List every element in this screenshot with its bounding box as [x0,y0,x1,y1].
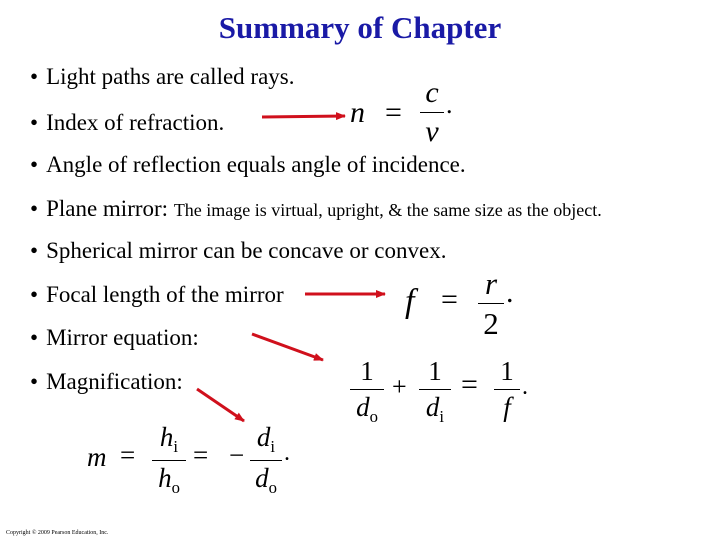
bullet-text: Magnification: [46,369,183,394]
refraction-equals: = [385,96,402,129]
fraction-denominator: v [425,115,439,148]
fraction-numerator: 1 [500,356,514,386]
copyright-notice: Copyright © 2009 Pearson Education, Inc. [6,530,109,536]
bullet-dot: • [30,64,39,89]
focal-lhs: f [405,283,415,320]
fraction-numerator: r [484,266,498,301]
bullet-dot: • [30,196,39,221]
bullet-text: Light paths are called rays. [46,64,295,89]
fraction-denominator: 2 [483,306,499,341]
refraction-lhs: n [350,96,365,129]
mirror-plus: + [392,372,407,401]
bullet-dot: • [30,325,39,350]
den-symbol: h [158,462,172,493]
page-title: Summary of Chapter [218,10,502,45]
den-subscript: o [369,406,378,426]
bullet-text: Angle of reflection equals angle of incidence. [46,152,466,177]
focal-equals: = [441,283,458,316]
bullet-dot: • [30,369,39,394]
fraction-numerator: 1 [360,356,374,386]
num-subscript: i [173,436,179,456]
bullet-text: Index of refraction. [46,110,225,135]
refraction-period: . [446,90,453,119]
magnification-equals-2: = [193,440,209,470]
bullet-text: Mirror equation: [46,325,199,350]
den-symbol: d [356,392,370,422]
arrow-to-magnification-equation [197,389,244,421]
mirror-equals: = [461,368,478,401]
num-subscript: i [270,436,276,456]
arrow-to-mirror-equation [252,334,323,360]
arrow-to-refraction-equation [262,116,345,117]
magnification-minus: − [229,440,245,470]
bullet-dot: • [30,110,39,135]
den-subscript: o [171,477,180,497]
mirror-period: . [522,374,528,400]
bullet-text: Plane mirror: [46,196,169,221]
bullet-detail: The image is virtual, upright, & the same size as the object. [173,200,602,220]
fraction-numerator: 1 [428,356,442,386]
num-symbol: d [256,422,271,452]
fraction-numerator: c [425,76,439,109]
den-subscript: o [268,477,277,497]
den-symbol: d [425,392,440,422]
bullet-text: Spherical mirror can be concave or convex. [46,238,447,263]
bullet-dot: • [30,152,39,177]
magnification-period: . [284,440,290,466]
focal-period: . [506,276,514,309]
den-subscript: i [439,406,445,426]
magnification-lhs: m [87,442,107,472]
bullet-dot: • [30,238,39,263]
fraction-denominator: f [503,392,511,422]
num-symbol: h [159,422,174,452]
magnification-equals-1: = [120,440,136,470]
bullet-dot: • [30,282,39,307]
den-symbol: d [255,462,269,493]
bullet-text: Focal length of the mirror [46,282,284,307]
